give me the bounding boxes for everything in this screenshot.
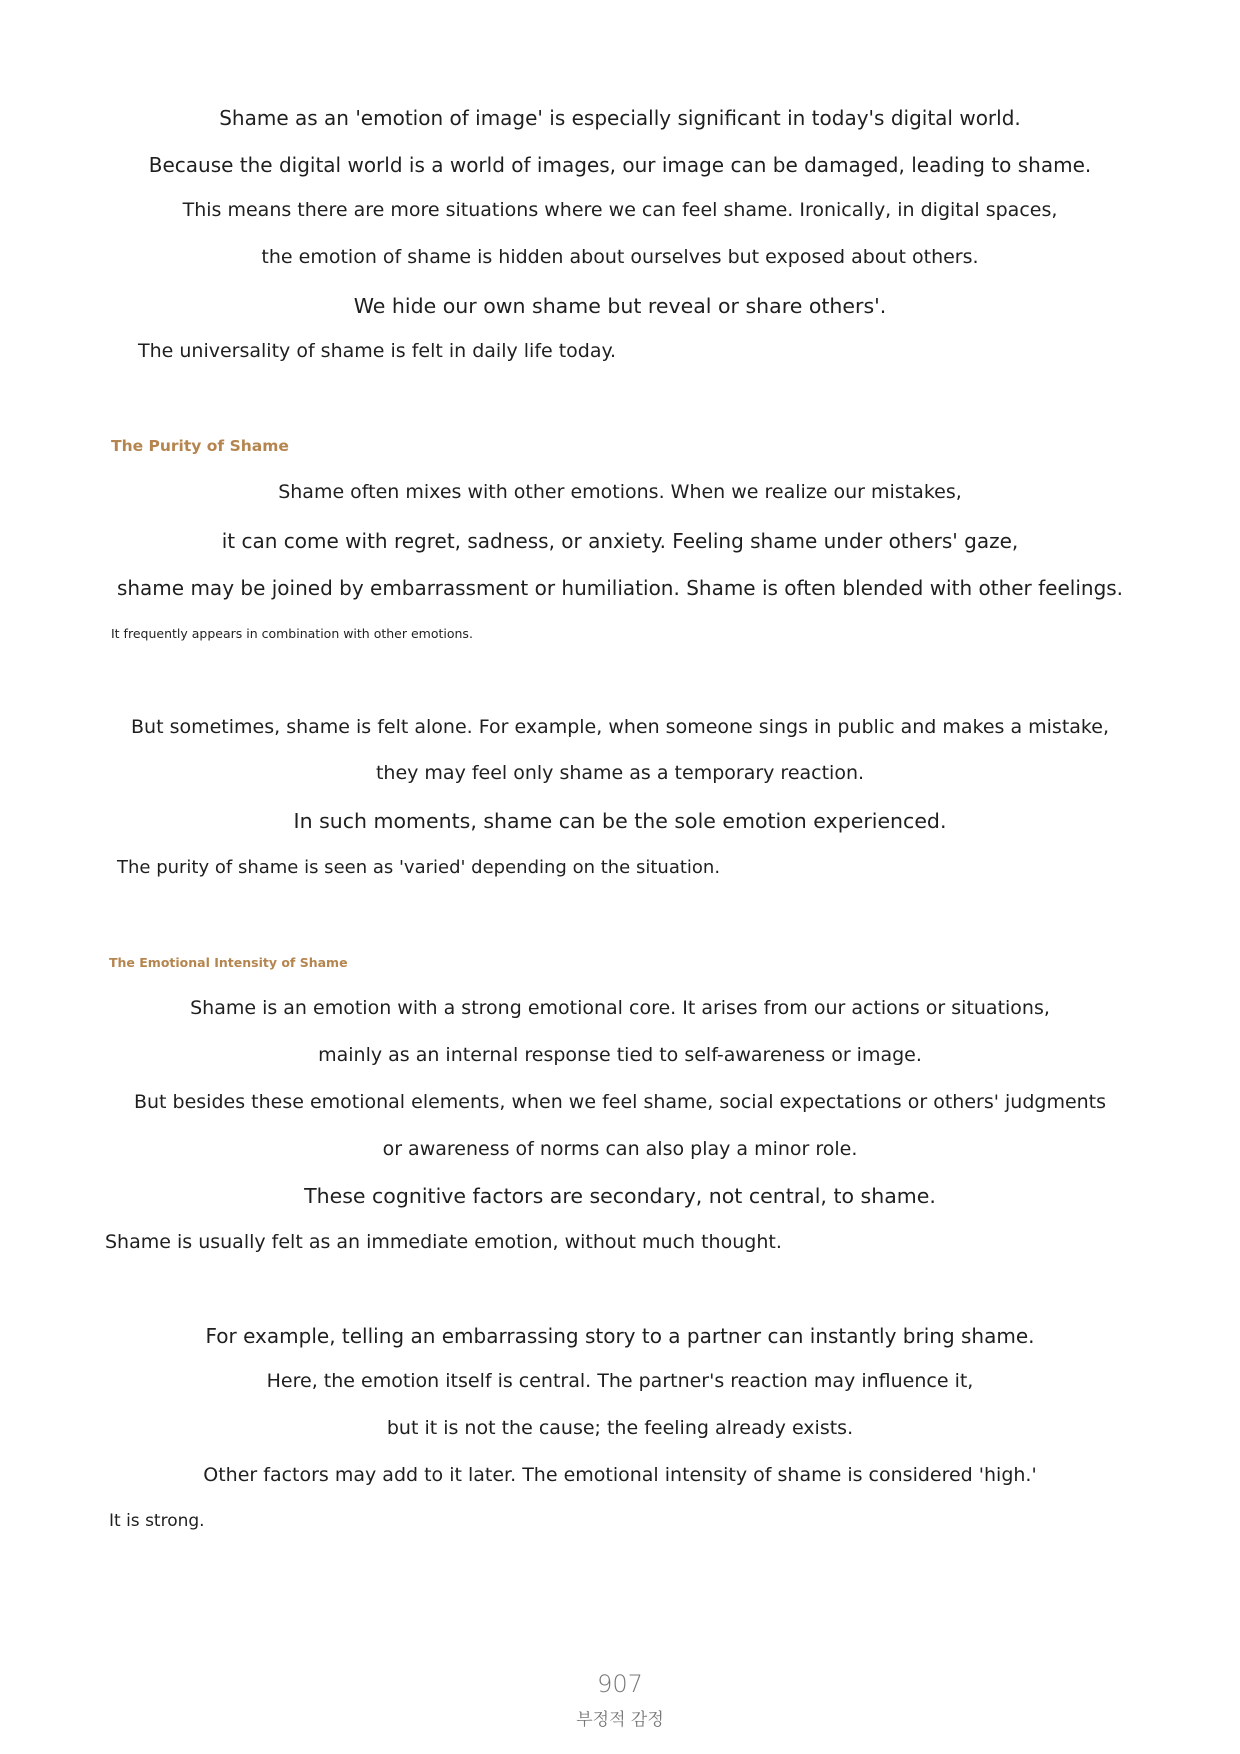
body-text-line: But besides these emotional elements, when we feel shame, social expectations or others' judgments [133, 1091, 1107, 1113]
body-text-line: But sometimes, shame is felt alone. For example, when someone sings in public and makes a mistake, [131, 716, 1109, 738]
body-text-line: This means there are more situations where we can feel shame. Ironically, in digital spaces, [182, 199, 1058, 221]
body-text-line: the emotion of shame is hidden about ourselves but exposed about others. [261, 246, 979, 268]
body-text-line: These cognitive factors are secondary, not central, to shame. [304, 1184, 936, 1208]
body-text-line: The purity of shame is seen as 'varied' depending on the situation. [117, 857, 721, 878]
body-text-line: mainly as an internal response tied to self-awareness or image. [318, 1044, 922, 1066]
body-text-line: Other factors may add to it later. The emotional intensity of shame is considered 'high.' [203, 1464, 1037, 1486]
section-heading: The Emotional Intensity of Shame [109, 955, 348, 970]
body-text-line: The universality of shame is felt in daily life today. [138, 340, 617, 362]
body-text-line: It is strong. [109, 1511, 205, 1531]
body-text-line: shame may be joined by embarrassment or humiliation. Shame is often blended with other feelings. [116, 576, 1124, 600]
body-text-line: For example, telling an embarrassing story to a partner can instantly bring shame. [205, 1324, 1035, 1348]
body-text-line: but it is not the cause; the feeling already exists. [386, 1417, 854, 1439]
page-number: 907 [597, 1670, 643, 1698]
body-text-line: Shame as an 'emotion of image' is especially significant in today's digital world. [219, 106, 1021, 130]
body-text-line: Because the digital world is a world of images, our image can be damaged, leading to shame. [148, 153, 1092, 177]
body-text-line: We hide our own shame but reveal or share others'. [353, 294, 887, 318]
section-heading: The Purity of Shame [111, 437, 289, 455]
body-text-line: Shame often mixes with other emotions. When we realize our mistakes, [278, 481, 962, 503]
chapter-title: 부정적 감정 [576, 1710, 664, 1730]
body-text-line: Shame is an emotion with a strong emotional core. It arises from our actions or situations, [190, 997, 1050, 1019]
body-text-line: it can come with regret, sadness, or anxiety. Feeling shame under others' gaze, [221, 529, 1019, 553]
body-text-line: Shame is usually felt as an immediate emotion, without much thought. [105, 1231, 782, 1253]
body-text-line: they may feel only shame as a temporary reaction. [375, 762, 865, 784]
body-text-line: It frequently appears in combination with other emotions. [111, 626, 473, 641]
body-text-line: or awareness of norms can also play a minor role. [382, 1138, 858, 1160]
body-text-line: Here, the emotion itself is central. The partner's reaction may influence it, [266, 1370, 974, 1392]
body-text-line: In such moments, shame can be the sole emotion experienced. [293, 809, 947, 833]
